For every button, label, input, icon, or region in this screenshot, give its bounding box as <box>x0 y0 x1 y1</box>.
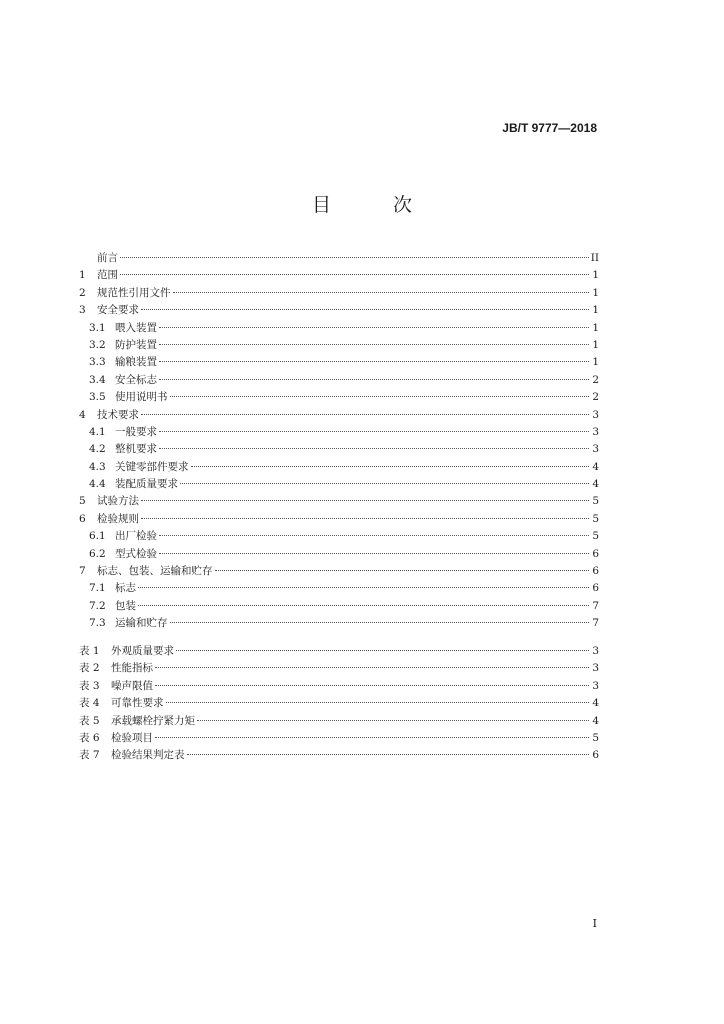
dot-leader <box>141 500 589 501</box>
dot-leader <box>170 396 590 397</box>
toc-entry[interactable] <box>79 615 599 632</box>
entry-title: 检验规则 <box>97 512 139 525</box>
entry-page: 3 <box>592 662 599 675</box>
entry-page: 1 <box>592 321 599 334</box>
entry-page: 3 <box>592 408 599 421</box>
toc-entry[interactable] <box>79 372 599 389</box>
entry-page: 4 <box>592 478 599 491</box>
table-list-item[interactable] <box>79 695 599 712</box>
dot-leader <box>187 754 590 755</box>
entry-number: 3.4 <box>89 373 106 386</box>
table-list-item[interactable] <box>79 747 599 764</box>
entry-number: 3.2 <box>89 338 106 351</box>
entry-title: 标志、包装、运输和贮存 <box>97 565 213 578</box>
entry-number: 7 <box>79 565 86 578</box>
dot-leader <box>173 292 590 293</box>
entry-page: 3 <box>592 679 599 692</box>
entry-number: 6.1 <box>89 530 106 543</box>
toc-entry[interactable] <box>79 580 599 597</box>
entry-title: 前言 <box>97 252 118 264</box>
entry-page: 6 <box>592 565 599 578</box>
dot-leader <box>120 257 589 258</box>
toc-entry[interactable] <box>79 528 599 545</box>
dot-leader <box>159 431 589 432</box>
entry-title: 一般要求 <box>115 425 157 438</box>
entry-number: 3.3 <box>89 356 106 369</box>
entry-number: 表 1 <box>79 645 100 657</box>
entry-page: 5 <box>592 512 599 525</box>
dot-leader <box>159 553 589 554</box>
toc-entry[interactable] <box>79 511 599 528</box>
entry-page: 4 <box>592 460 599 473</box>
entry-page: 5 <box>592 530 599 543</box>
dot-leader <box>159 344 589 345</box>
dot-leader <box>141 414 589 415</box>
dot-leader <box>159 327 589 328</box>
entry-title: 出厂检验 <box>115 530 157 543</box>
entry-number: 2 <box>79 286 86 299</box>
entry-title: 可靠性要求 <box>111 697 164 710</box>
entry-number: 4.2 <box>89 443 106 456</box>
entry-page: 5 <box>592 731 599 744</box>
entry-number: 3.5 <box>89 391 106 404</box>
entry-title: 范围 <box>97 269 118 282</box>
entry-title: 型式检验 <box>115 547 157 560</box>
toc-entry[interactable] <box>79 354 599 371</box>
entry-page: 3 <box>592 645 599 657</box>
toc-entry[interactable] <box>79 267 599 284</box>
entry-page: 1 <box>592 286 599 299</box>
entry-page: 6 <box>592 547 599 560</box>
entry-title: 噪声限值 <box>111 679 153 692</box>
dot-leader <box>176 650 589 651</box>
toc-entry[interactable] <box>79 563 599 580</box>
entry-page: 1 <box>592 356 599 369</box>
entry-title: 喂入装置 <box>115 321 157 334</box>
entry-number: 7.3 <box>89 617 106 630</box>
dot-leader <box>141 309 589 310</box>
entry-number: 4.1 <box>89 425 106 438</box>
page-title: 目 次 <box>311 194 441 216</box>
entry-title: 检验结果判定表 <box>111 749 185 762</box>
entry-number: 表 6 <box>79 731 100 744</box>
dot-leader <box>159 361 589 362</box>
entry-number: 4 <box>79 408 86 421</box>
entry-page: 2 <box>592 373 599 386</box>
entry-number: 表 2 <box>79 662 100 675</box>
dot-leader <box>155 737 589 738</box>
standard-code: JB/T 9777—2018 <box>502 121 597 135</box>
toc-entry[interactable] <box>79 546 599 563</box>
entry-title: 性能指标 <box>111 662 153 675</box>
toc-entry[interactable] <box>79 337 599 354</box>
entry-title: 安全要求 <box>97 304 139 317</box>
dot-leader <box>138 587 589 588</box>
entry-page: 6 <box>592 749 599 762</box>
entry-number: 3 <box>79 304 86 317</box>
dot-leader <box>166 702 590 703</box>
entry-title: 使用说明书 <box>115 391 168 404</box>
dot-leader <box>159 379 589 380</box>
entry-title: 安全标志 <box>115 373 157 386</box>
entry-title: 包装 <box>115 599 136 612</box>
entry-page: 1 <box>592 269 599 282</box>
toc-entry[interactable] <box>79 441 599 458</box>
toc-entry[interactable] <box>79 459 599 476</box>
table-list <box>79 643 599 765</box>
entry-title: 规范性引用文件 <box>97 286 171 299</box>
toc-list <box>79 250 599 633</box>
dot-leader <box>191 466 590 467</box>
dot-leader <box>170 622 590 623</box>
dot-leader <box>138 605 589 606</box>
entry-page: 3 <box>592 443 599 456</box>
toc-entry[interactable] <box>79 250 599 267</box>
entry-page: 5 <box>592 495 599 508</box>
entry-title: 标志 <box>115 582 136 595</box>
entry-number: 6 <box>79 512 86 525</box>
dot-leader <box>215 570 590 571</box>
toc-entry[interactable] <box>79 389 599 406</box>
dot-leader <box>155 685 589 686</box>
table-list-item[interactable] <box>79 730 599 747</box>
entry-number: 4.3 <box>89 460 106 473</box>
entry-number: 3.1 <box>89 321 106 334</box>
table-list-item[interactable] <box>79 660 599 677</box>
toc-entry[interactable] <box>79 493 599 510</box>
toc-entry[interactable] <box>79 598 599 615</box>
entry-number: 6.2 <box>89 547 106 560</box>
entry-page: 4 <box>592 714 599 727</box>
entry-number: 1 <box>79 269 86 282</box>
toc-entry[interactable] <box>79 302 599 319</box>
entry-page: 7 <box>592 599 599 612</box>
page-number: I <box>592 917 597 930</box>
table-list-item[interactable] <box>79 678 599 695</box>
entry-number: 4.4 <box>89 478 106 491</box>
entry-page: 4 <box>592 697 599 710</box>
dot-leader <box>159 535 589 536</box>
dot-leader <box>120 274 589 275</box>
entry-number: 表 5 <box>79 714 100 727</box>
toc-entry[interactable] <box>79 424 599 441</box>
toc-entry[interactable] <box>79 285 599 302</box>
entry-page: 1 <box>592 338 599 351</box>
dot-leader <box>159 448 589 449</box>
entry-page: II <box>590 252 599 264</box>
table-list-item[interactable] <box>79 713 599 730</box>
entry-title: 运输和贮存 <box>115 617 168 630</box>
entry-page: 6 <box>592 582 599 595</box>
entry-number: 7.2 <box>89 599 106 612</box>
dot-leader <box>141 518 589 519</box>
entry-page: 3 <box>592 425 599 438</box>
dot-leader <box>197 720 589 721</box>
entry-title: 外观质量要求 <box>111 645 174 657</box>
entry-title: 防护装置 <box>115 338 157 351</box>
entry-title: 关键零部件要求 <box>115 460 189 473</box>
table-list-item[interactable] <box>79 643 599 660</box>
entry-page: 2 <box>592 391 599 404</box>
entry-title: 承载螺栓拧紧力矩 <box>111 714 195 727</box>
dot-leader <box>155 667 589 668</box>
toc-entry[interactable] <box>79 407 599 424</box>
toc-entry[interactable] <box>79 476 599 493</box>
dot-leader <box>180 483 589 484</box>
entry-number: 表 3 <box>79 679 100 692</box>
toc-entry[interactable] <box>79 320 599 337</box>
entry-title: 装配质量要求 <box>115 478 178 491</box>
entry-number: 5 <box>79 495 86 508</box>
entry-page: 1 <box>592 304 599 317</box>
entry-title: 检验项目 <box>111 731 153 744</box>
entry-number: 7.1 <box>89 582 106 595</box>
entry-title: 整机要求 <box>115 443 157 456</box>
entry-number: 表 7 <box>79 749 100 762</box>
entry-title: 技术要求 <box>97 408 139 421</box>
entry-number: 表 4 <box>79 697 100 710</box>
entry-title: 输粮装置 <box>115 356 157 369</box>
entry-page: 7 <box>592 617 599 630</box>
entry-title: 试验方法 <box>97 495 139 508</box>
